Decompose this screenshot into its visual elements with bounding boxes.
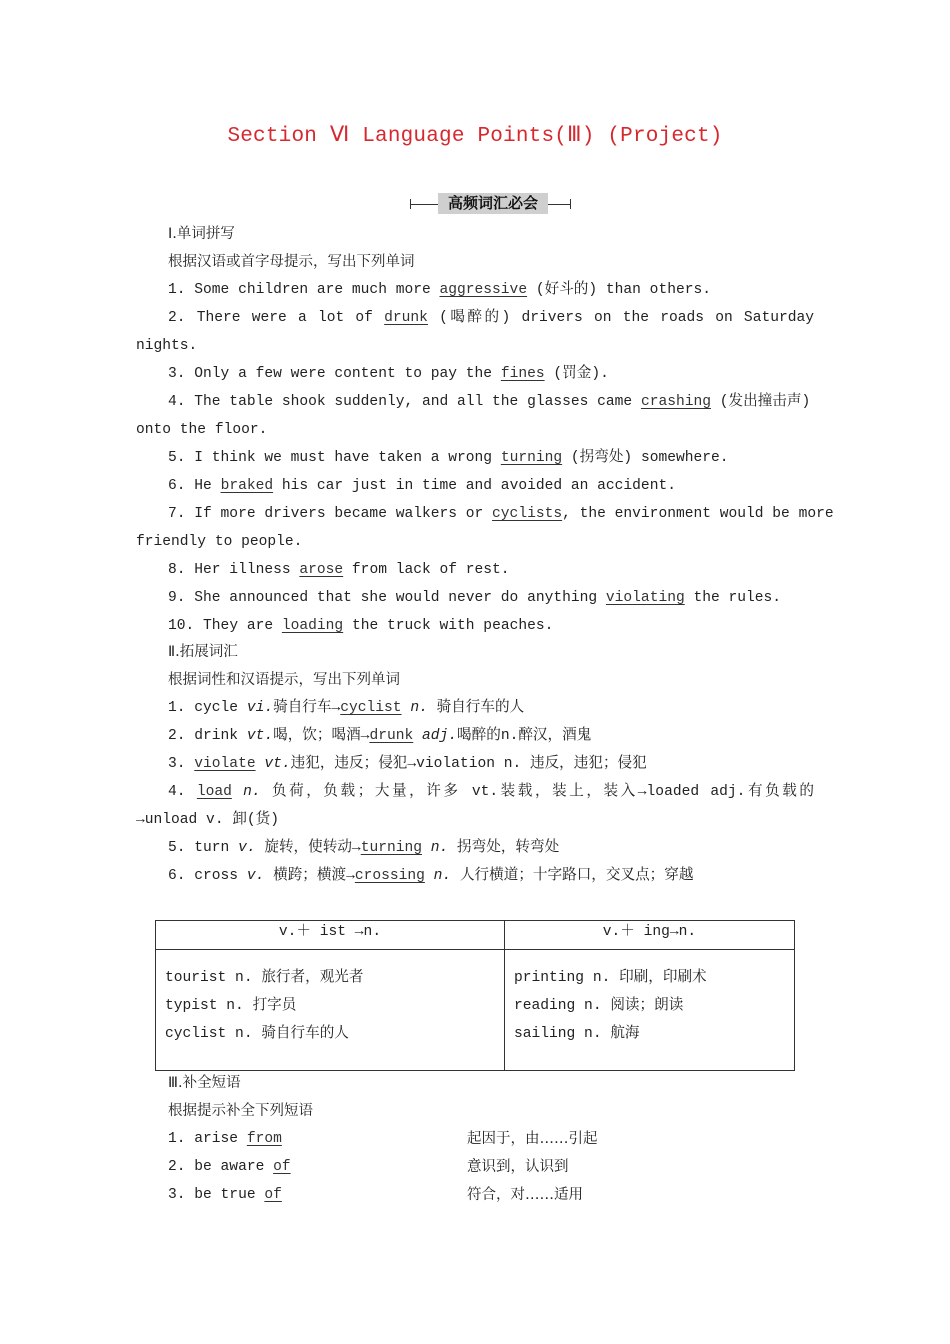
item-number: 7. [168, 506, 186, 522]
item-number: 6. [168, 868, 186, 884]
banner-cap-right [570, 199, 571, 209]
part-of-speech: vt. [264, 756, 291, 772]
item-text [425, 868, 434, 884]
phrase-text: be true [194, 1187, 265, 1203]
banner-rule-right [548, 204, 570, 205]
p1-item-1 [168, 280, 814, 300]
item-number: 1. [168, 700, 186, 716]
item-text: Some children are much more [194, 282, 440, 298]
p3-meaning-2: 意识到，认识到 [467, 1159, 569, 1175]
part-of-speech: vi. [246, 700, 274, 716]
p1-item-3 [168, 364, 814, 384]
part2-heading: Ⅱ.拓展词汇 [168, 644, 238, 660]
item-text: They are [203, 618, 282, 634]
banner-label: 高频词汇必会 [438, 193, 548, 214]
item-text: 负荷，负载；大量，许多 vt.装载，装上，装入→loaded adj.有负载的 [260, 784, 814, 800]
answer-blank: arose [299, 562, 344, 578]
item-text: 横跨；横渡→ [264, 868, 355, 884]
answer-blank: violate [194, 756, 256, 772]
item-number: 6. [168, 478, 186, 494]
item-text: Only a few were content to pay the [194, 366, 501, 382]
answer-blank: crossing [354, 868, 425, 884]
table-header-row [156, 921, 795, 950]
item-text: the truck with peaches. [343, 618, 554, 634]
item-text: his car just in time and avoided an accident. [273, 478, 676, 494]
p3-meaning-1: 起因于，由……引起 [467, 1131, 598, 1147]
answer-blank: load [196, 784, 232, 800]
part3-instruction: 根据提示补全下列短语 [168, 1103, 313, 1119]
p1-item-4 [168, 392, 814, 412]
item-number: 10. [168, 618, 195, 634]
p1-item-6 [168, 476, 814, 496]
item-text: the rules. [684, 590, 782, 606]
answer-blank: drunk [369, 728, 414, 744]
table-header-ist: v.＋ ist →n. [156, 921, 505, 950]
item-number: 1. [168, 1131, 186, 1147]
answer-blank: turning [360, 840, 422, 856]
p1-item-7 [168, 504, 834, 524]
item-text [413, 728, 422, 744]
item-text: There were a lot of [196, 310, 385, 326]
part3-heading: Ⅲ.补全短语 [168, 1075, 241, 1091]
item-text: (拐弯处) somewhere. [570, 450, 729, 466]
p1-item-8 [168, 560, 814, 580]
item-number: 3. [168, 1187, 186, 1203]
part2-instruction: 根据词性和汉语提示，写出下列单词 [168, 672, 400, 688]
table-entry: tourist n. 旅行者，观光者 [165, 970, 364, 986]
item-number: 1. [168, 282, 186, 298]
item-text: (喝醉的) drivers on the roads on Saturday [439, 310, 814, 326]
item-text: turn [194, 840, 239, 856]
part-of-speech: n. [410, 700, 428, 716]
part1-heading: Ⅰ.单词拼写 [168, 226, 235, 242]
item-text: (发出撞击声) [719, 394, 811, 410]
page-title: Section Ⅵ Language Points(Ⅲ) (Project) [227, 125, 723, 148]
item-text [422, 840, 431, 856]
item-text: He [194, 478, 221, 494]
item-number: 8. [168, 562, 186, 578]
table-entry: typist n. 打字员 [165, 998, 297, 1014]
table-cell-ing [505, 950, 795, 1071]
part1-instruction: 根据汉语或首字母提示，写出下列单词 [168, 254, 415, 270]
part-of-speech: n. [430, 840, 449, 856]
item-text: She announced that she would never do anything [194, 590, 606, 606]
answer-blank: loading [281, 618, 344, 634]
banner-rule-left [410, 204, 438, 205]
answer-blank: cyclist [340, 700, 402, 716]
item-text: The table shook suddenly, and all the glasses came [194, 394, 641, 410]
answer-blank: cyclists [492, 506, 563, 522]
item-text: 旋转，使转动→ [255, 840, 361, 856]
item-text [232, 784, 243, 800]
p1-item-2-cont: nights. [136, 338, 198, 354]
item-text: 喝，饮；喝酒→ [273, 728, 370, 744]
p1-item-9 [168, 588, 814, 608]
item-text: Her illness [194, 562, 300, 578]
answer-blank: of [273, 1159, 291, 1175]
p1-item-2 [168, 308, 814, 328]
item-text: 违犯，违反；侵犯→violation n. 违反，违犯；侵犯 [290, 756, 647, 772]
item-text: 骑自行车的人 [427, 700, 525, 716]
p2-item-3 [168, 754, 814, 774]
p2-item-1 [168, 698, 814, 718]
part-of-speech: v. [246, 868, 265, 884]
part-of-speech: n. [243, 784, 261, 800]
answer-blank: turning [500, 450, 563, 466]
p1-item-5 [168, 448, 814, 468]
p2-item-4 [168, 782, 814, 802]
word-formation-table [155, 920, 795, 1071]
part-of-speech: n. [433, 868, 452, 884]
part-of-speech: v. [238, 840, 256, 856]
item-text: If more drivers became walkers or [194, 506, 493, 522]
item-text: , the environment would be more [562, 506, 834, 522]
p2-item-2 [168, 726, 814, 746]
answer-blank: braked [220, 478, 274, 494]
table-row [156, 950, 795, 1071]
item-number: 4. [168, 394, 186, 410]
item-text: 拐弯处，转弯处 [448, 840, 560, 856]
banner-cap-left [410, 199, 411, 209]
p1-item-10 [168, 616, 814, 636]
section-banner [410, 193, 570, 215]
item-number: 5. [168, 450, 186, 466]
item-text: cross [194, 868, 247, 884]
item-number: 3. [168, 366, 186, 382]
answer-blank: drunk [384, 310, 428, 326]
item-text: cycle [194, 700, 247, 716]
answer-blank: from [246, 1131, 282, 1147]
item-number: 2. [168, 1159, 186, 1175]
p2-item-6 [168, 866, 814, 886]
answer-blank: fines [500, 366, 545, 382]
item-text: 喝醉的n.醉汉，酒鬼 [457, 728, 592, 744]
answer-blank: violating [605, 590, 685, 606]
p1-item-4-cont: onto the floor. [136, 422, 268, 438]
item-number: 2. [168, 728, 186, 744]
item-text: 骑自行车→ [273, 700, 341, 716]
answer-blank: of [264, 1187, 282, 1203]
item-number: 2. [168, 310, 186, 326]
item-number: 9. [168, 590, 186, 606]
p1-item-7-cont: friendly to people. [136, 534, 303, 550]
answer-blank: crashing [640, 394, 711, 410]
item-text: 人行横道；十字路口，交叉点；穿越 [451, 868, 694, 884]
table-entry: cyclist n. 骑自行车的人 [165, 1026, 349, 1042]
item-text: (罚金). [553, 366, 609, 382]
item-text: from lack of rest. [343, 562, 510, 578]
item-number: 3. [168, 756, 186, 772]
table-cell-ist [156, 950, 505, 1071]
part-of-speech: vt. [246, 728, 274, 744]
table-entry: sailing n. 航海 [514, 1026, 640, 1042]
item-text: drink [194, 728, 247, 744]
phrase-text: arise [194, 1131, 247, 1147]
table-header-ing: v.＋ ing→n. [505, 921, 795, 950]
part-of-speech: adj. [422, 728, 458, 744]
p3-meaning-3: 符合，对……适用 [467, 1187, 583, 1203]
p2-item-4-cont: →unload v. 卸(货) [136, 812, 280, 828]
item-text [402, 700, 411, 716]
item-number: 5. [168, 840, 186, 856]
p2-item-5 [168, 838, 814, 858]
answer-blank: aggressive [439, 282, 528, 298]
table-entry: reading n. 阅读；朗读 [514, 998, 684, 1014]
item-number: 4. [168, 784, 186, 800]
item-text: (好斗的) than others. [535, 282, 711, 298]
phrase-text: be aware [194, 1159, 274, 1175]
table-entry: printing n. 印刷，印刷术 [514, 970, 707, 986]
item-text: I think we must have taken a wrong [194, 450, 501, 466]
